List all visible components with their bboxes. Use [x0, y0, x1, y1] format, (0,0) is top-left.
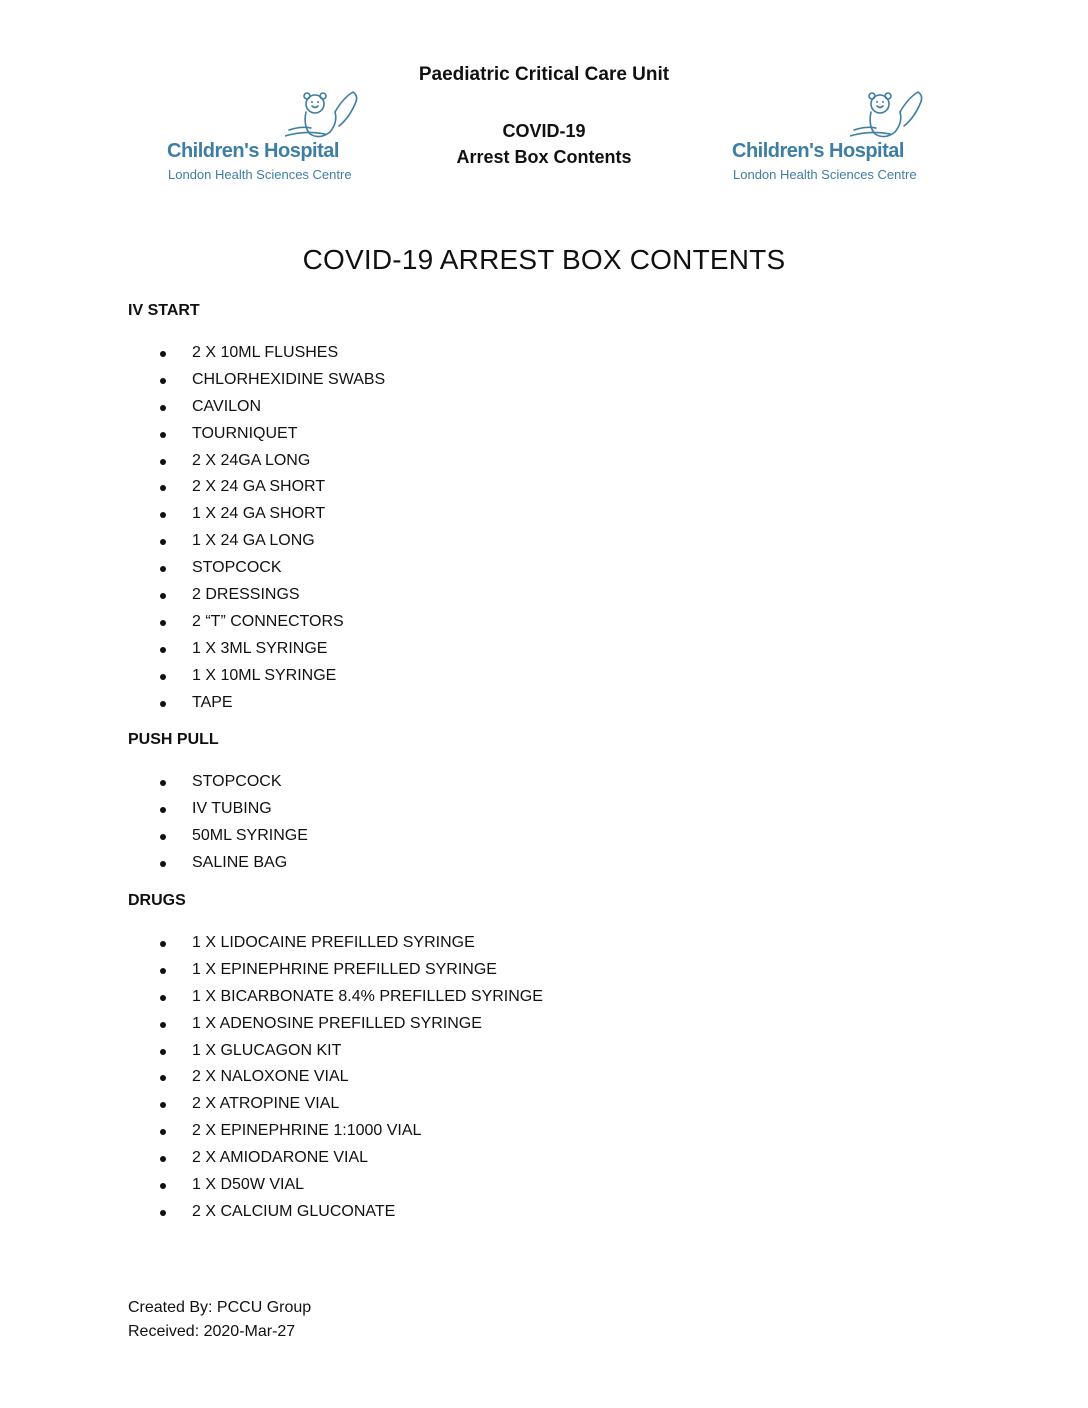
logo-name: Children's Hospital: [167, 140, 339, 162]
list-item: 1 X 10ML SYRINGE: [128, 663, 385, 690]
list-item: 1 X 24 GA SHORT: [128, 501, 385, 528]
item-list: [128, 769, 308, 877]
list-item: 2 “T” CONNECTORS: [128, 609, 385, 636]
item-list: [128, 340, 385, 716]
list-item: TAPE: [128, 690, 385, 717]
section-iv-start: [128, 302, 385, 716]
received-date: Received: 2020-Mar-27: [128, 1323, 296, 1340]
section-heading: IV START: [128, 302, 200, 319]
hospital-logo-right: [730, 90, 930, 185]
teddy-bear-icon: [850, 90, 928, 142]
list-item: 1 X ADENOSINE PREFILLED SYRINGE: [128, 1011, 543, 1038]
list-item: 1 X BICARBONATE 8.4% PREFILLED SYRINGE: [128, 984, 543, 1011]
section-push-pull: [128, 731, 308, 877]
logo-subtitle: London Health Sciences Centre: [733, 167, 917, 182]
list-item: SALINE BAG: [128, 850, 308, 877]
list-item: CAVILON: [128, 394, 385, 421]
logo-name: Children's Hospital: [732, 140, 904, 162]
section-heading: DRUGS: [128, 892, 186, 909]
list-item: 2 X AMIODARONE VIAL: [128, 1145, 543, 1172]
document-title: COVID-19 ARREST BOX CONTENTS: [302, 244, 786, 275]
list-item: 1 X 3ML SYRINGE: [128, 636, 385, 663]
unit-title: Paediatric Critical Care Unit: [418, 64, 670, 85]
list-item: 1 X EPINEPHRINE PREFILLED SYRINGE: [128, 957, 543, 984]
list-item: CHLORHEXIDINE SWABS: [128, 367, 385, 394]
section-heading: PUSH PULL: [128, 731, 219, 748]
list-item: 50ML SYRINGE: [128, 823, 308, 850]
list-item: 2 X 10ML FLUSHES: [128, 340, 385, 367]
list-item: STOPCOCK: [128, 769, 308, 796]
center-heading-line2: Arrest Box Contents: [456, 147, 632, 167]
list-item: 2 X NALOXONE VIAL: [128, 1064, 543, 1091]
list-item: 2 X EPINEPHRINE 1:1000 VIAL: [128, 1118, 543, 1145]
list-item: 1 X GLUCAGON KIT: [128, 1038, 543, 1065]
list-item: 1 X LIDOCAINE PREFILLED SYRINGE: [128, 930, 543, 957]
list-item: 1 X 24 GA LONG: [128, 528, 385, 555]
item-list: [128, 930, 543, 1226]
list-item: 1 X D50W VIAL: [128, 1172, 543, 1199]
logo-subtitle: London Health Sciences Centre: [168, 167, 352, 182]
list-item: 2 X ATROPINE VIAL: [128, 1091, 543, 1118]
center-heading-line1: COVID-19: [502, 121, 586, 141]
list-item: 2 X 24 GA SHORT: [128, 474, 385, 501]
list-item: STOPCOCK: [128, 555, 385, 582]
list-item: 2 X CALCIUM GLUCONATE: [128, 1199, 543, 1226]
list-item: 2 X 24GA LONG: [128, 448, 385, 475]
created-by: Created By: PCCU Group: [128, 1299, 312, 1316]
list-item: IV TUBING: [128, 796, 308, 823]
list-item: TOURNIQUET: [128, 421, 385, 448]
document-footer: [128, 1296, 311, 1344]
list-item: 2 DRESSINGS: [128, 582, 385, 609]
section-drugs: [128, 892, 543, 1226]
